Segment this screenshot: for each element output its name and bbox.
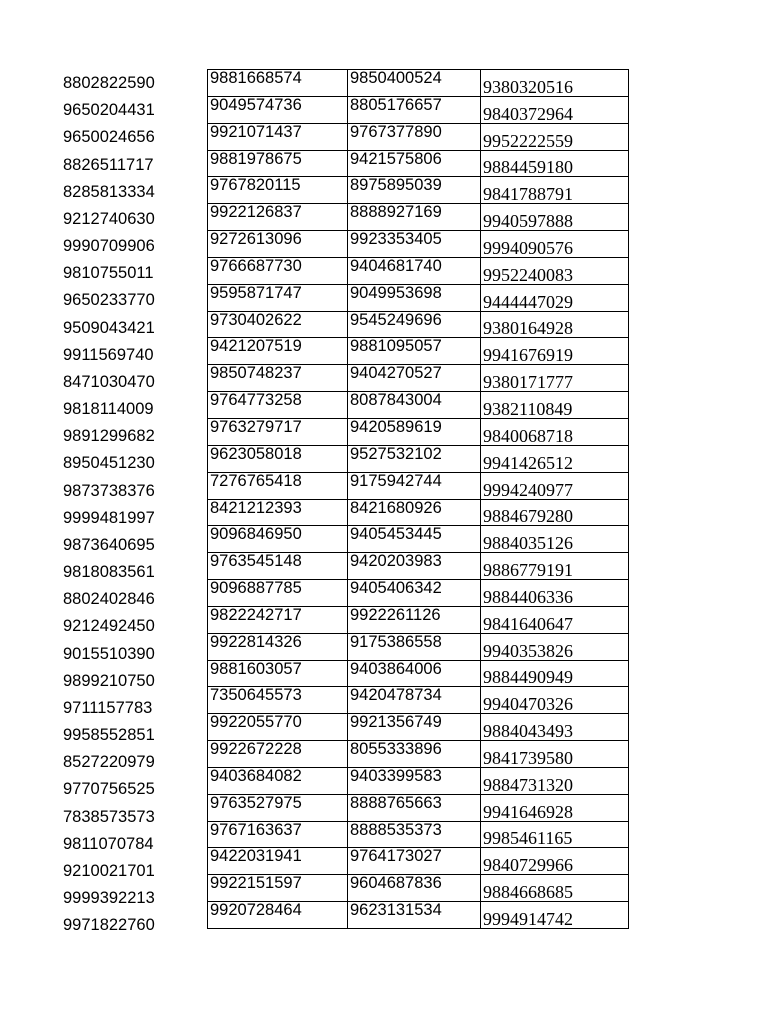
table-cell-phone-number: 9763545148 <box>208 553 348 580</box>
table-row <box>208 311 629 338</box>
table-row <box>208 204 629 231</box>
table-row <box>208 445 629 472</box>
table-cell-phone-number: 9767377890 <box>348 123 481 150</box>
table-cell-phone-number: 9884406336 <box>481 580 629 607</box>
table-cell-phone-number: 9884679280 <box>481 499 629 526</box>
table-cell-phone-number: 9763279717 <box>208 418 348 445</box>
table-row <box>208 821 629 848</box>
phone-number: 9210021701 <box>63 861 155 880</box>
table-cell-phone-number: 9881978675 <box>208 150 348 177</box>
table-cell-phone-number: 9841788791 <box>481 177 629 204</box>
table-cell-phone-number: 9922126837 <box>208 204 348 231</box>
table-cell-phone-number: 9380164928 <box>481 311 629 338</box>
phone-number: 8285813334 <box>63 182 155 201</box>
table-cell-phone-number: 9884035126 <box>481 526 629 553</box>
phone-number: 9509043421 <box>63 318 155 337</box>
phone-number: 9873640695 <box>63 535 155 554</box>
table-cell-phone-number: 9994914742 <box>481 902 629 929</box>
phone-number: 8802402846 <box>63 590 155 609</box>
table-cell-phone-number: 9940353826 <box>481 633 629 660</box>
table-cell-phone-number: 9884490949 <box>481 660 629 687</box>
table-row <box>208 284 629 311</box>
table-cell-phone-number: 9595871747 <box>208 284 348 311</box>
table-cell-phone-number: 9923353405 <box>348 231 481 258</box>
table-cell-phone-number: 9764173027 <box>348 848 481 875</box>
table-cell-phone-number: 9623058018 <box>208 445 348 472</box>
table-cell-phone-number: 9952240083 <box>481 257 629 284</box>
table-cell-phone-number: 9421575806 <box>348 150 481 177</box>
table-row <box>208 794 629 821</box>
table-cell-phone-number: 9922814326 <box>208 633 348 660</box>
phone-number: 9711157783 <box>63 698 153 717</box>
table-cell-phone-number: 9545249696 <box>348 311 481 338</box>
table-cell-phone-number: 9886779191 <box>481 553 629 580</box>
phone-number: 9999481997 <box>63 508 155 527</box>
table-cell-phone-number: 9404270527 <box>348 365 481 392</box>
phone-number: 9650233770 <box>63 291 155 310</box>
phone-number: 9650024656 <box>63 128 155 147</box>
phone-number: 9818114009 <box>63 400 154 419</box>
table-row <box>208 338 629 365</box>
table-cell-phone-number: 9763527975 <box>208 794 348 821</box>
table-cell-phone-number: 9940470326 <box>481 687 629 714</box>
phone-number: 9873738376 <box>63 481 155 500</box>
phone-number: 7838573573 <box>63 807 155 826</box>
table-cell-phone-number: 9403864006 <box>348 660 481 687</box>
phone-number: 9212492450 <box>63 617 155 636</box>
table-row <box>208 580 629 607</box>
table-cell-phone-number: 9922261126 <box>348 606 481 633</box>
table-row <box>208 660 629 687</box>
table-cell-phone-number: 9850400524 <box>348 70 481 97</box>
phone-number: 8950451230 <box>63 454 155 473</box>
phone-number: 9990709906 <box>63 237 155 256</box>
table-cell-phone-number: 9920728464 <box>208 902 348 929</box>
table-row <box>208 767 629 794</box>
table-cell-phone-number: 9840068718 <box>481 418 629 445</box>
table-cell-phone-number: 9404681740 <box>348 257 481 284</box>
table-cell-phone-number: 8421212393 <box>208 499 348 526</box>
table-cell-phone-number: 9730402622 <box>208 311 348 338</box>
phone-number-column-plain <box>63 70 203 940</box>
table-cell-phone-number: 9941426512 <box>481 445 629 472</box>
table-cell-phone-number: 8888535373 <box>348 821 481 848</box>
table-cell-phone-number: 9422031941 <box>208 848 348 875</box>
table-row <box>208 177 629 204</box>
table-cell-phone-number: 8805176657 <box>348 96 481 123</box>
phone-number: 9999392213 <box>63 889 155 908</box>
table-cell-phone-number: 9941646928 <box>481 794 629 821</box>
phone-number: 8527220979 <box>63 753 155 772</box>
table-row <box>208 741 629 768</box>
table-row <box>208 70 629 97</box>
table-cell-phone-number: 9604687836 <box>348 875 481 902</box>
table-cell-phone-number: 9922151597 <box>208 875 348 902</box>
phone-number: 9891299682 <box>63 427 155 446</box>
table-cell-phone-number: 9840372964 <box>481 96 629 123</box>
table-cell-phone-number: 9405453445 <box>348 526 481 553</box>
table-cell-phone-number: 9175942744 <box>348 472 481 499</box>
table-cell-phone-number: 9841739580 <box>481 741 629 768</box>
table-cell-phone-number: 9941676919 <box>481 338 629 365</box>
phone-number: 9650204431 <box>63 101 155 120</box>
phone-number: 9971822760 <box>63 916 155 935</box>
phone-number: 9899210750 <box>63 671 155 690</box>
table-cell-phone-number: 9922055770 <box>208 714 348 741</box>
phone-number: 9958552851 <box>63 726 155 745</box>
table-cell-phone-number: 9922672228 <box>208 741 348 768</box>
table-cell-phone-number: 9382110849 <box>481 392 629 419</box>
table-cell-phone-number: 9380171777 <box>481 365 629 392</box>
table-cell-phone-number: 9403684082 <box>208 767 348 794</box>
table-cell-phone-number: 9175386558 <box>348 633 481 660</box>
phone-number: 8471030470 <box>63 372 155 391</box>
table-cell-phone-number: 9527532102 <box>348 445 481 472</box>
table-cell-phone-number: 9420589619 <box>348 418 481 445</box>
table-cell-phone-number: 9994240977 <box>481 472 629 499</box>
phone-number: 8826511717 <box>63 155 154 174</box>
table-cell-phone-number: 9884731320 <box>481 767 629 794</box>
table-cell-phone-number: 9850748237 <box>208 365 348 392</box>
table-row <box>208 526 629 553</box>
phone-number: 9770756525 <box>63 780 155 799</box>
phone-number: 9911569740 <box>63 345 154 364</box>
table-row <box>208 365 629 392</box>
table-cell-phone-number: 9444447029 <box>481 284 629 311</box>
table-row <box>208 902 629 929</box>
table-cell-phone-number: 9921356749 <box>348 714 481 741</box>
table-row <box>208 123 629 150</box>
table-cell-phone-number: 9985461165 <box>481 821 629 848</box>
table-row <box>208 499 629 526</box>
table-cell-phone-number: 9767163637 <box>208 821 348 848</box>
table-cell-phone-number: 9881095057 <box>348 338 481 365</box>
table-row <box>208 472 629 499</box>
table-cell-phone-number: 9884459180 <box>481 150 629 177</box>
table-cell-phone-number: 8888927169 <box>348 204 481 231</box>
table-cell-phone-number: 9822242717 <box>208 606 348 633</box>
table-cell-phone-number: 9405406342 <box>348 580 481 607</box>
table-cell-phone-number: 9767820115 <box>208 177 348 204</box>
table-cell-phone-number: 9841640647 <box>481 606 629 633</box>
table-cell-phone-number: 9272613096 <box>208 231 348 258</box>
table-cell-phone-number: 7350645573 <box>208 687 348 714</box>
table-cell-phone-number: 9420478734 <box>348 687 481 714</box>
table-row <box>208 231 629 258</box>
table-row <box>208 96 629 123</box>
table-cell-phone-number: 9764773258 <box>208 392 348 419</box>
table-row <box>208 150 629 177</box>
table-cell-phone-number: 9881603057 <box>208 660 348 687</box>
table-row <box>208 633 629 660</box>
table-row <box>208 714 629 741</box>
table-row <box>208 418 629 445</box>
phone-number: 9811070784 <box>63 834 154 853</box>
phone-number: 9810755011 <box>63 264 154 283</box>
table-cell-phone-number: 8421680926 <box>348 499 481 526</box>
table-cell-phone-number: 9766687730 <box>208 257 348 284</box>
table-cell-phone-number: 9940597888 <box>481 204 629 231</box>
table-cell-phone-number: 8975895039 <box>348 177 481 204</box>
table-cell-phone-number: 9623131534 <box>348 902 481 929</box>
table-cell-phone-number: 9096846950 <box>208 526 348 553</box>
table-cell-phone-number: 9881668574 <box>208 70 348 97</box>
phone-number: 9212740630 <box>63 209 155 228</box>
table-cell-phone-number: 9380320516 <box>481 70 629 97</box>
table-cell-phone-number: 9921071437 <box>208 123 348 150</box>
table-cell-phone-number: 9049953698 <box>348 284 481 311</box>
phone-number-table <box>207 69 629 929</box>
table-cell-phone-number: 9096887785 <box>208 580 348 607</box>
table-row <box>208 687 629 714</box>
table-cell-phone-number: 9884668685 <box>481 875 629 902</box>
table-row <box>208 257 629 284</box>
table-row <box>208 392 629 419</box>
table-cell-phone-number: 9840729966 <box>481 848 629 875</box>
table-cell-phone-number: 9952222559 <box>481 123 629 150</box>
phone-number: 9015510390 <box>63 644 155 663</box>
table-cell-phone-number: 8055333896 <box>348 741 481 768</box>
table-cell-phone-number: 9403399583 <box>348 767 481 794</box>
table-cell-phone-number: 8087843004 <box>348 392 481 419</box>
phone-number: 8802822590 <box>63 74 155 92</box>
table-cell-phone-number: 7276765418 <box>208 472 348 499</box>
table-row <box>208 553 629 580</box>
table-row <box>208 875 629 902</box>
table-cell-phone-number: 9994090576 <box>481 231 629 258</box>
table-cell-phone-number: 9421207519 <box>208 338 348 365</box>
phone-number: 9818083561 <box>63 563 155 582</box>
table-cell-phone-number: 8888765663 <box>348 794 481 821</box>
table-row <box>208 848 629 875</box>
table-cell-phone-number: 9049574736 <box>208 96 348 123</box>
table-cell-phone-number: 9420203983 <box>348 553 481 580</box>
table-row <box>208 606 629 633</box>
table-cell-phone-number: 9884043493 <box>481 714 629 741</box>
